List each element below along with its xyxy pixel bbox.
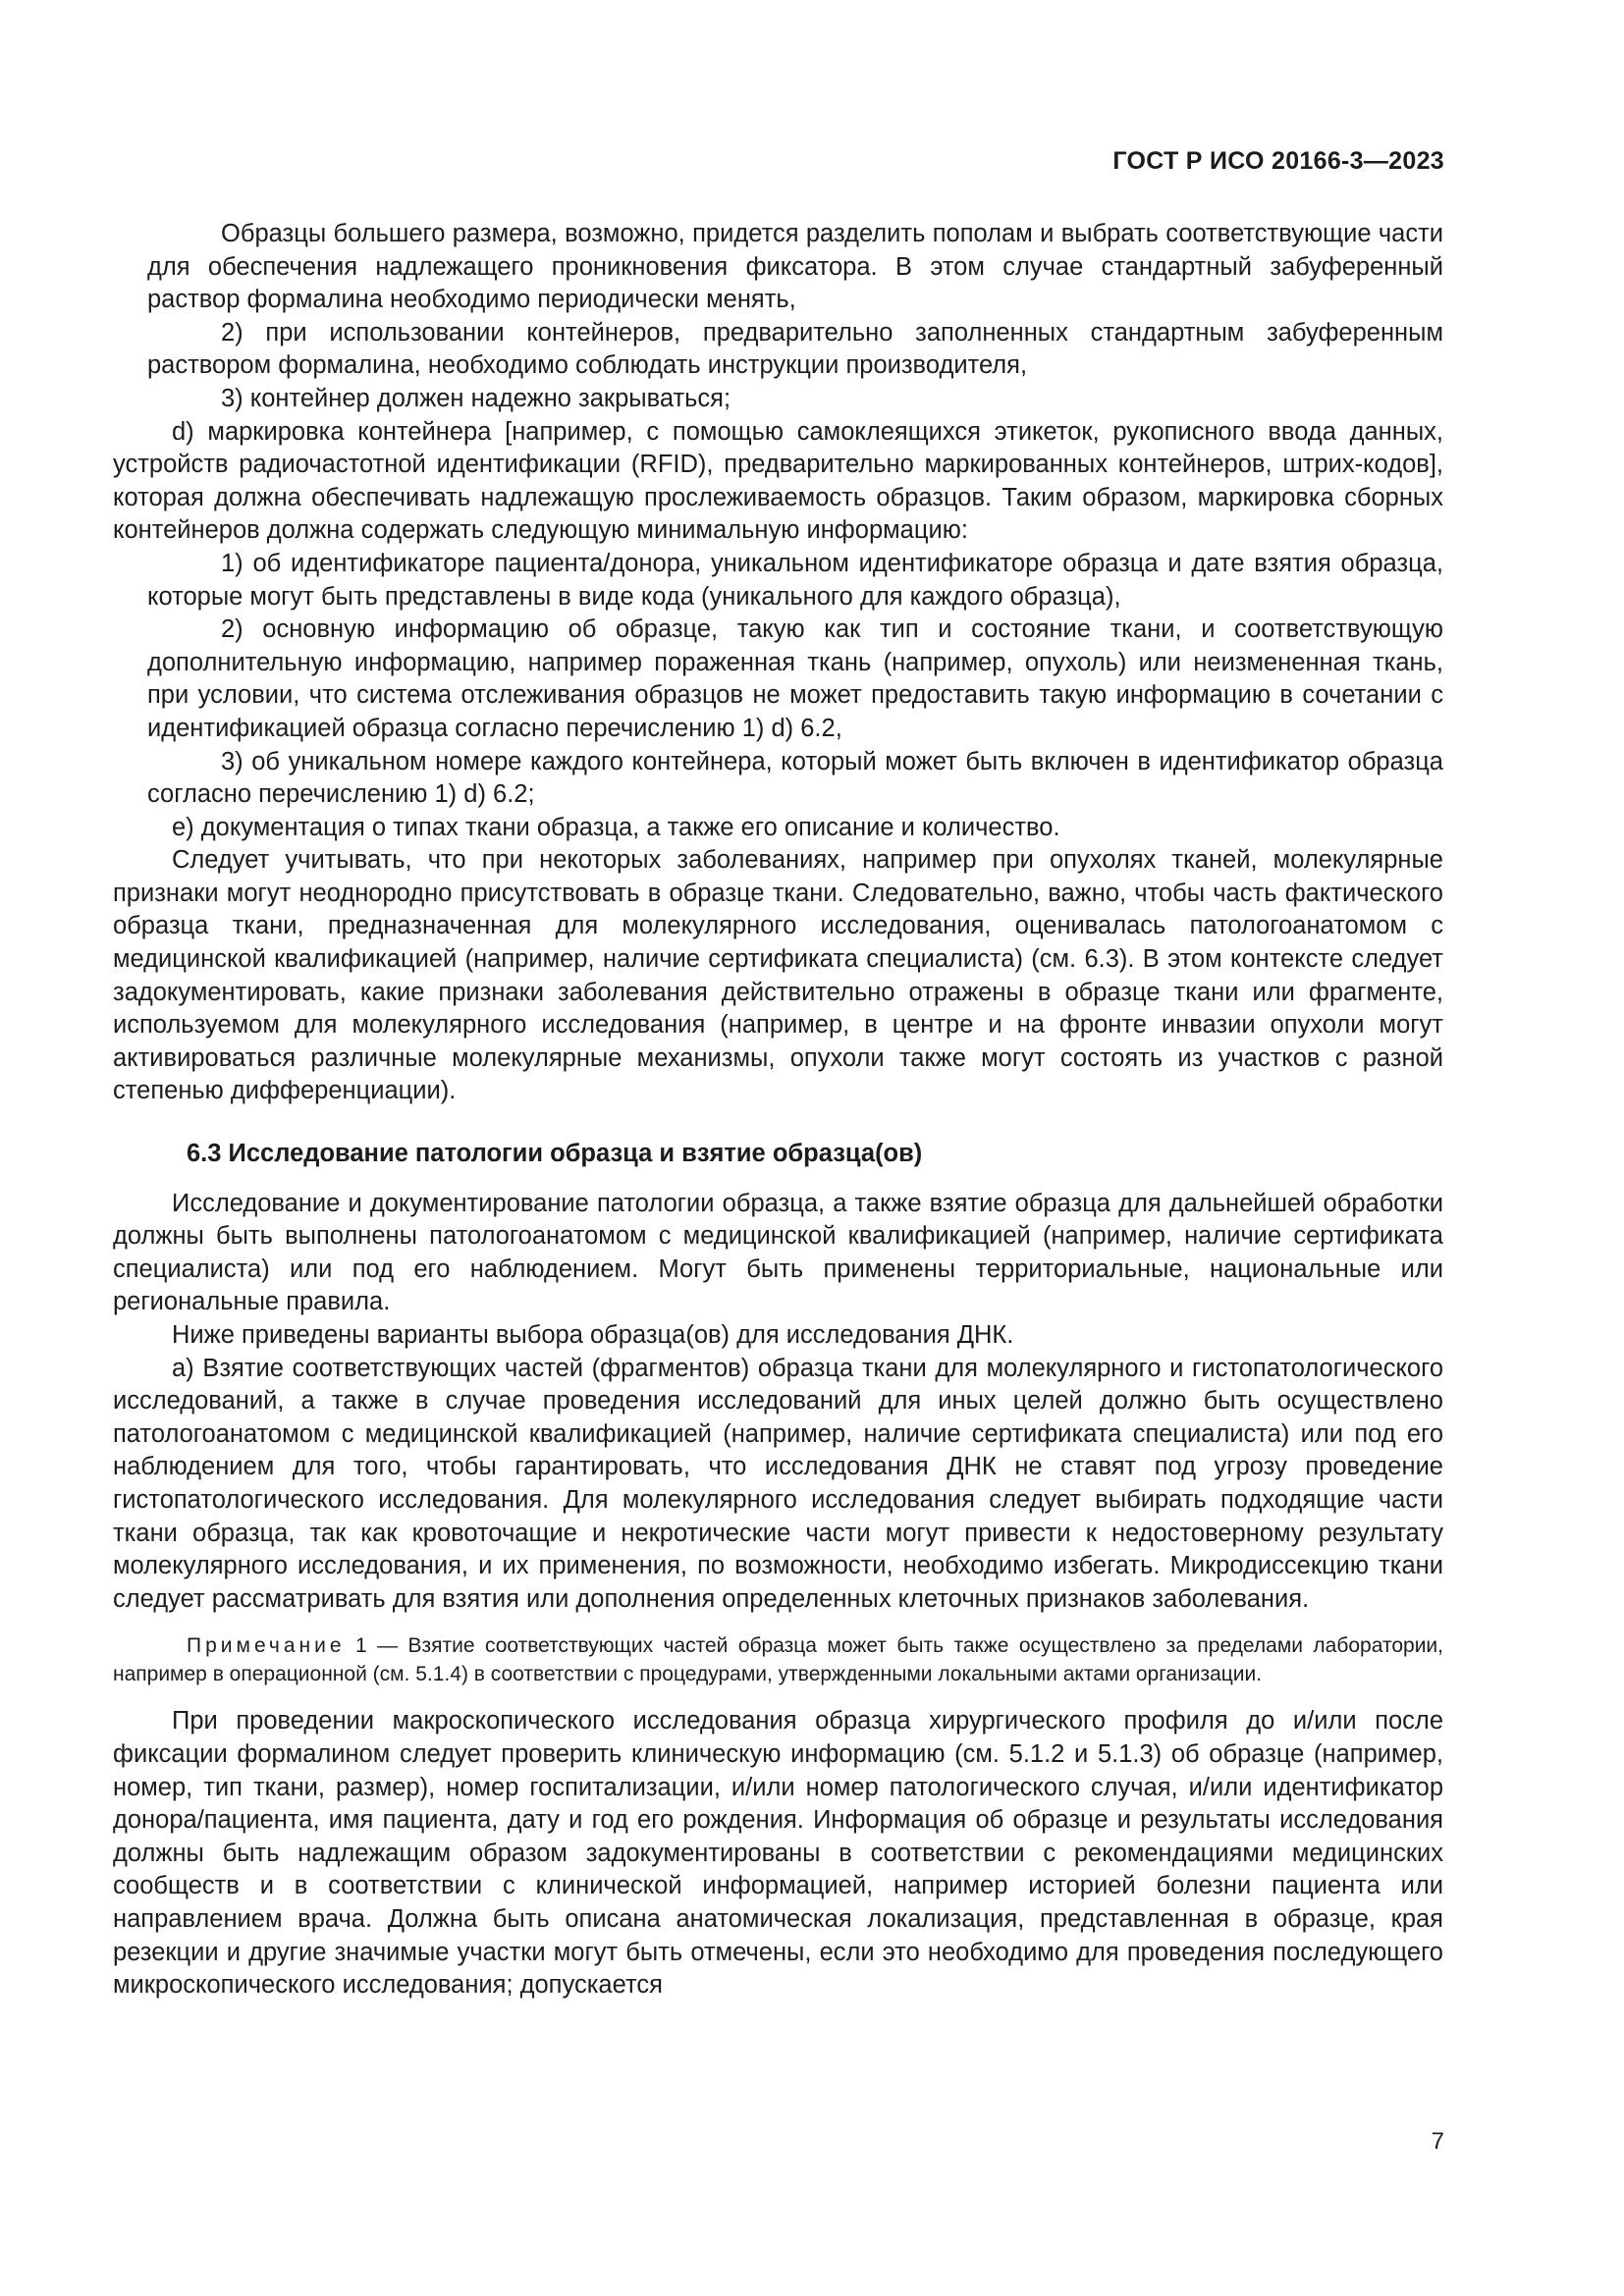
list-item: е) документация о типах ткани образца, а также его описание и количество. [172, 813, 1060, 841]
paragraph: Ниже приведены варианты выбора образца(ов) для исследования ДНК. [172, 1321, 1014, 1349]
paragraph: При проведении макроскопического исследования образца хирургического профиля до и/или после фиксации формалином следует проверить клиническую информацию (см. 5.1.2 и 5.1.3) об образце (например, номер, тип ткани, размер), номер госпитализации, и/или номер патологического случая, и/или идентификатор донора/пациента, имя пациента, дату и год его рождения. Информация об образце и результаты исследования должны быть надлежащим образом задокументированы в соответствии с рекомендациями медицинских сообществ и в соответствии с клинической информацией, например историей болезни пациента или направлением врача. Должна быть описана анатомическая локализация, представленная в образце, края резекции и другие значимые участки могут быть отмечены, если это необходимо для проведения последующего микроскопического исследования; допускается [113, 1707, 1443, 2000]
document-body [113, 218, 1443, 2002]
document-header: ГОСТ Р ИСО 20166-3—2023 [1112, 147, 1444, 175]
paragraph: Исследование и документирование патологии образца, а также взятие образца для дальнейшей обработки должны быть выполнены патологоанатомом с медицинской квалификацией (например, наличие сертификата специалиста) или под его наблюдением. Могут быть применены территориальные, национальные или региональные правила. [113, 1189, 1443, 1316]
paragraph: Образцы большего размера, возможно, придется разделить пополам и выбрать соответствующие части для обеспечения надлежащего проникновения фиксатора. В этом случае стандартный забуференный раствор формалина необходимо периодически менять, [147, 220, 1443, 314]
page-number: 7 [1431, 2128, 1444, 2155]
list-item: 1) об идентификаторе пациента/донора, уникальном идентификаторе образца и дате взятия образца, которые могут быть представлены в виде кода (уникального для каждого образца), [147, 549, 1443, 611]
list-item: 2) основную информацию об образце, такую как тип и состояние ткани, и соответствующую дополнительную информацию, например пораженная ткань (например, опухоль) или неизмененная ткань, при условии, что система отслеживания образцов не может предоставить такую информацию в сочетании с идентификацией образца согласно перечислению 1) d) 6.2, [147, 615, 1443, 742]
list-item: 2) при использовании контейнеров, предварительно заполненных стандартным забуференным раствором формалина, необходимо соблюдать инструкции производителя, [147, 318, 1443, 380]
list-item: 3) контейнер должен надежно закрываться; [221, 384, 731, 412]
note-text: 1 — Взятие соответствующих частей образца может быть также осуществлено за пределами лаборатории, например в операционной (см. 5.1.4) в соответствии с процедурами, утвержденными локальными актами организации. [113, 1634, 1443, 1686]
note [113, 1631, 1443, 1688]
list-item: 3) об уникальном номере каждого контейнера, который может быть включен в идентификатор образца согласно перечислению 1) d) 6.2; [147, 747, 1443, 809]
note-label: Примечание [187, 1634, 346, 1658]
list-item: d) маркировка контейнера [например, с помощью самоклеящихся этикеток, рукописного ввода данных, устройств радиочастотной идентификации (RFID), предварительно маркированных контейнеров, штрих-кодов], которая должна обеспечивать надлежащую прослеживаемость образцов. Таким образом, маркировка сборных контейнеров должна содержать следующую минимальную информацию: [113, 417, 1443, 545]
section-title: 6.3 Исследование патологии образца и взятие образца(ов) [187, 1140, 923, 1168]
list-item: а) Взятие соответствующих частей (фрагментов) образца ткани для молекулярного и гистопатологического исследований, а также в случае проведения исследований для иных целей должно быть осуществлено патологоанатомом с медицинской квалификацией (например, наличие сертификата специалиста) или под его наблюдением для того, чтобы гарантировать, что исследования ДНК не ставят под угрозу проведение гистопатологического исследования. Для молекулярного исследования следует выбирать подходящие части ткани образца, так как кровоточащие и некротические части могут привести к недостоверному результату молекулярного исследования, и их применения, по возможности, необходимо избегать. Микродиссекцию ткани следует рассматривать для взятия или дополнения определенных клеточных признаков заболевания. [113, 1354, 1443, 1613]
paragraph: Следует учитывать, что при некоторых заболеваниях, например при опухолях тканей, молекулярные признаки могут неоднородно присутствовать в образце ткани. Следовательно, важно, чтобы часть фактического образца ткани, предназначенная для молекулярного исследования, оценивалась патологоанатомом с медицинской квалификацией (например, наличие сертификата специалиста) (см. 6.3). В этом контексте следует задокументировать, какие признаки заболевания действительно отражены в образце ткани или фрагменте, используемом для молекулярного исследования (например, в центре и на фронте инвазии опухоли могут активироваться различные молекулярные механизмы, опухоли также могут состоять из участков с разной степенью дифференциации). [113, 846, 1443, 1105]
